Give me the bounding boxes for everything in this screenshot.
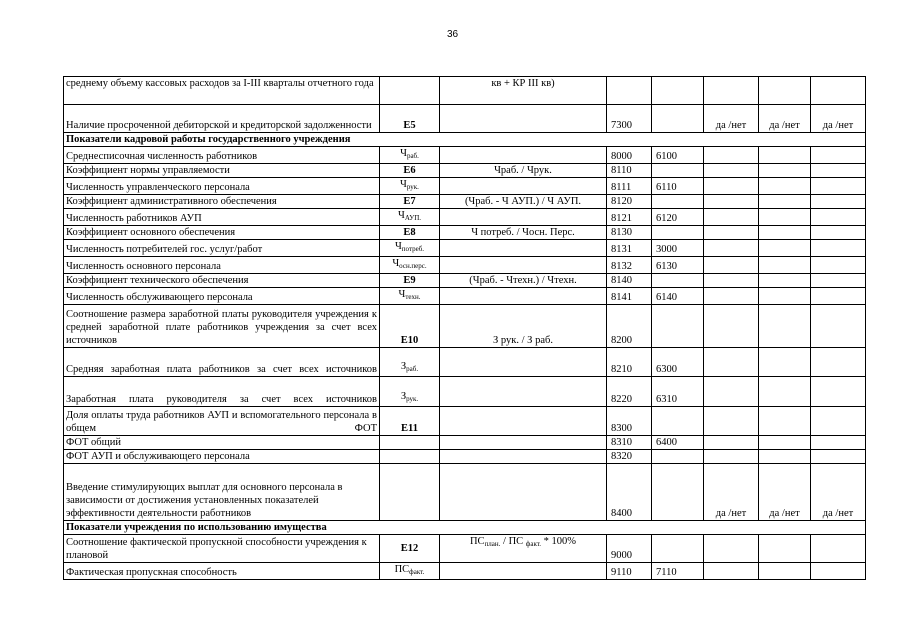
table-row [64,274,866,288]
code-main: Ч [398,289,406,300]
yes-no-cell-2 [759,450,811,464]
value-cell: 6110 [652,178,704,195]
formula-part: / ПС [500,536,526,547]
indicator-formula [440,105,607,133]
yes-no-cell-2 [759,240,811,257]
value-cell: 6100 [652,147,704,164]
indicator-formula [440,288,607,305]
line-number: 8110 [607,164,652,178]
formula-part: план. [484,540,501,548]
indicator-name: Коэффициент административного обеспечения [64,195,380,209]
value-cell [652,407,704,436]
indicator-formula [440,178,607,195]
yes-no-cell-1 [704,240,759,257]
line-number: 7300 [607,105,652,133]
indicator-code [380,257,440,274]
yes-no-cell-1 [704,274,759,288]
indicator-name: Численность основного персонала [64,257,380,274]
yes-no-cell-3 [811,147,866,164]
indicator-code [380,77,440,105]
yes-no-cell-3 [811,535,866,563]
line-number: 8130 [607,226,652,240]
value-cell [652,77,704,105]
section-header-row [64,133,866,147]
code-main: ПС [394,564,410,575]
yes-no-cell-3 [811,164,866,178]
table-row [64,178,866,195]
value-cell: 6310 [652,377,704,407]
value-cell [652,105,704,133]
section-title: Показатели учреждения по использованию имущества [64,521,866,535]
indicator-name: Численность потребителей гос. услуг/работ [64,240,380,257]
indicator-code [380,464,440,521]
yes-no-cell-2 [759,407,811,436]
indicator-code [380,147,440,164]
line-number: 8140 [607,274,652,288]
line-number: 8310 [607,436,652,450]
yes-no-cell-2 [759,178,811,195]
yes-no-cell-2 [759,257,811,274]
yes-no-cell-2: да /нет [759,105,811,133]
table-row [64,305,866,348]
indicator-formula [440,436,607,450]
indicator-code [380,563,440,580]
indicator-code [380,450,440,464]
code-subscript: рук. [406,183,419,191]
yes-no-cell-3 [811,209,866,226]
line-number: 8200 [607,305,652,348]
code-main: З [400,391,407,402]
indicator-code: E7 [380,195,440,209]
indicator-name: Введение стимулирующих выплат для основного персонала в зависимости от достижения установленных показателей эффективности деятельности работников [64,464,380,521]
indicator-code: E8 [380,226,440,240]
line-number: 8000 [607,147,652,164]
indicator-name: Соотношение фактической пропускной способности учреждения к плановой [64,535,380,563]
yes-no-cell-1 [704,535,759,563]
indicator-code [380,348,440,377]
yes-no-cell-1: да /нет [704,464,759,521]
indicator-code: E9 [380,274,440,288]
yes-no-cell-1 [704,257,759,274]
indicator-name: Наличие просроченной дебиторской и кредиторской задолженности [64,105,380,133]
formula-part: ПС [469,536,485,547]
line-number: 8121 [607,209,652,226]
table-row [64,535,866,563]
yes-no-cell-1 [704,226,759,240]
indicator-formula [440,209,607,226]
indicator-name: Численность обслуживающего персонала [64,288,380,305]
indicator-formula: (Чраб. - Ч АУП.) / Ч АУП. [440,195,607,209]
table-row [64,147,866,164]
indicator-name: Заработная плата руководителя за счет всех источников [64,377,380,407]
yes-no-cell-1 [704,436,759,450]
formula-part: факт. [525,540,542,548]
indicator-name: Фактическая пропускная способность [64,563,380,580]
table-row [64,257,866,274]
code-main: Ч [397,210,405,221]
indicator-formula: (Чраб. - Чтехн.) / Чтехн. [440,274,607,288]
yes-no-cell-3 [811,407,866,436]
yes-no-cell-1 [704,288,759,305]
indicator-code: E5 [380,105,440,133]
yes-no-cell-2 [759,436,811,450]
table-row [64,77,866,105]
indicator-formula: Ч потреб. / Чосн. Перс. [440,226,607,240]
value-cell [652,305,704,348]
indicator-code [380,377,440,407]
yes-no-cell-3 [811,226,866,240]
line-number: 8131 [607,240,652,257]
yes-no-cell-1 [704,407,759,436]
indicator-code [380,209,440,226]
table-row [64,348,866,377]
line-number: 8132 [607,257,652,274]
yes-no-cell-3 [811,348,866,377]
code-main: Ч [394,241,402,252]
table-row [64,288,866,305]
indicator-name: Коэффициент технического обеспечения [64,274,380,288]
value-cell [652,464,704,521]
code-subscript: осн.перс. [399,262,427,270]
yes-no-cell-1 [704,377,759,407]
yes-no-cell-2 [759,77,811,105]
indicator-formula [440,240,607,257]
yes-no-cell-1: да /нет [704,105,759,133]
value-cell: 6120 [652,209,704,226]
line-number: 8141 [607,288,652,305]
yes-no-cell-1 [704,178,759,195]
yes-no-cell-2 [759,377,811,407]
indicator-name: ФОТ АУП и обслуживающего персонала [64,450,380,464]
indicator-name: Среднесписочная численность работников [64,147,380,164]
yes-no-cell-3 [811,274,866,288]
value-cell: 6400 [652,436,704,450]
indicator-code [380,288,440,305]
indicator-formula [440,450,607,464]
yes-no-cell-1 [704,305,759,348]
line-number: 8111 [607,178,652,195]
value-cell [652,450,704,464]
code-main: Ч [400,148,407,159]
yes-no-cell-2 [759,288,811,305]
table-row [64,407,866,436]
value-cell [652,164,704,178]
line-number: 8300 [607,407,652,436]
value-cell: 7110 [652,563,704,580]
value-cell [652,226,704,240]
yes-no-cell-2 [759,305,811,348]
indicator-formula [440,147,607,164]
yes-no-cell-3 [811,305,866,348]
yes-no-cell-2 [759,563,811,580]
indicator-formula [440,535,607,563]
indicator-code: E10 [380,305,440,348]
indicator-name: Численность работников АУП [64,209,380,226]
indicator-name: Средняя заработная плата работников за счет всех источников [64,348,380,377]
yes-no-cell-1 [704,164,759,178]
page-number: 36 [446,29,459,40]
yes-no-cell-2 [759,164,811,178]
code-main: Ч [392,258,400,269]
yes-no-cell-1 [704,450,759,464]
yes-no-cell-3 [811,178,866,195]
code-subscript: раб. [406,152,419,160]
code-subscript: АУП. [404,214,422,222]
yes-no-cell-2 [759,348,811,377]
indicator-formula [440,407,607,436]
indicator-name: Коэффициент основного обеспечения [64,226,380,240]
yes-no-cell-3 [811,77,866,105]
yes-no-cell-1 [704,77,759,105]
yes-no-cell-2 [759,535,811,563]
yes-no-cell-2 [759,209,811,226]
value-cell [652,535,704,563]
line-number: 8220 [607,377,652,407]
value-cell: 6140 [652,288,704,305]
indicator-formula [440,377,607,407]
yes-no-cell-3 [811,436,866,450]
yes-no-cell-3 [811,240,866,257]
table-row [64,450,866,464]
yes-no-cell-3 [811,563,866,580]
table-row [64,226,866,240]
line-number: 8320 [607,450,652,464]
code-subscript: потреб. [401,245,425,253]
formula-part: * 100% [541,536,577,547]
yes-no-cell-1 [704,195,759,209]
table-row [64,464,866,521]
table-row [64,164,866,178]
yes-no-cell-3 [811,257,866,274]
indicator-formula: Чраб. / Чрук. [440,164,607,178]
yes-no-cell-1 [704,209,759,226]
indicator-formula: З рук. / З раб. [440,305,607,348]
section-title: Показатели кадровой работы государственного учреждения [64,133,866,147]
yes-no-cell-3 [811,195,866,209]
yes-no-cell-3: да /нет [811,105,866,133]
indicator-name: Коэффициент нормы управляемости [64,164,380,178]
yes-no-cell-2: да /нет [759,464,811,521]
line-number: 8210 [607,348,652,377]
table-row [64,377,866,407]
table-body [64,77,866,580]
value-cell [652,195,704,209]
line-number [607,77,652,105]
value-cell: 6130 [652,257,704,274]
indicator-code [380,178,440,195]
code-main: Ч [400,179,407,190]
value-cell: 3000 [652,240,704,257]
indicator-name: Доля оплаты труда работников АУП и вспомогательного персонала в общем ФОТ [64,407,380,436]
table-row [64,105,866,133]
indicator-code [380,436,440,450]
table-row [64,240,866,257]
yes-no-cell-2 [759,147,811,164]
yes-no-cell-3 [811,450,866,464]
indicator-name: Соотношение размера заработной платы руководителя учреждения к средней заработной плате работников учреждения за счет всех источников [64,305,380,348]
section-header-row [64,521,866,535]
indicator-name: Численность управленческого персонала [64,178,380,195]
line-number: 9110 [607,563,652,580]
value-cell: 6300 [652,348,704,377]
indicator-formula [440,257,607,274]
yes-no-cell-1 [704,563,759,580]
indicator-name: среднему объему кассовых расходов за I-III кварталы отчетного года [64,77,380,105]
indicator-code: E11 [380,407,440,436]
indicator-formula [440,348,607,377]
yes-no-cell-2 [759,274,811,288]
yes-no-cell-2 [759,195,811,209]
code-subscript: рук. [406,395,419,403]
indicators-table [63,76,866,580]
code-subscript: техн. [405,293,421,301]
indicator-formula [440,563,607,580]
code-main: З [400,361,407,372]
line-number: 9000 [607,535,652,563]
line-number: 8120 [607,195,652,209]
code-subscript: раб. [406,365,419,373]
yes-no-cell-3 [811,288,866,305]
indicator-formula [440,464,607,521]
table-row [64,209,866,226]
table-row [64,563,866,580]
indicator-code: E6 [380,164,440,178]
table-row [64,195,866,209]
indicator-formula: кв + КР III кв) [440,77,607,105]
indicator-code: E12 [380,535,440,563]
yes-no-cell-3 [811,377,866,407]
code-subscript: факт. [409,568,425,576]
line-number: 8400 [607,464,652,521]
yes-no-cell-1 [704,348,759,377]
indicator-code [380,240,440,257]
table-row [64,436,866,450]
yes-no-cell-1 [704,147,759,164]
yes-no-cell-3: да /нет [811,464,866,521]
value-cell [652,274,704,288]
indicator-name: ФОТ общий [64,436,380,450]
yes-no-cell-2 [759,226,811,240]
